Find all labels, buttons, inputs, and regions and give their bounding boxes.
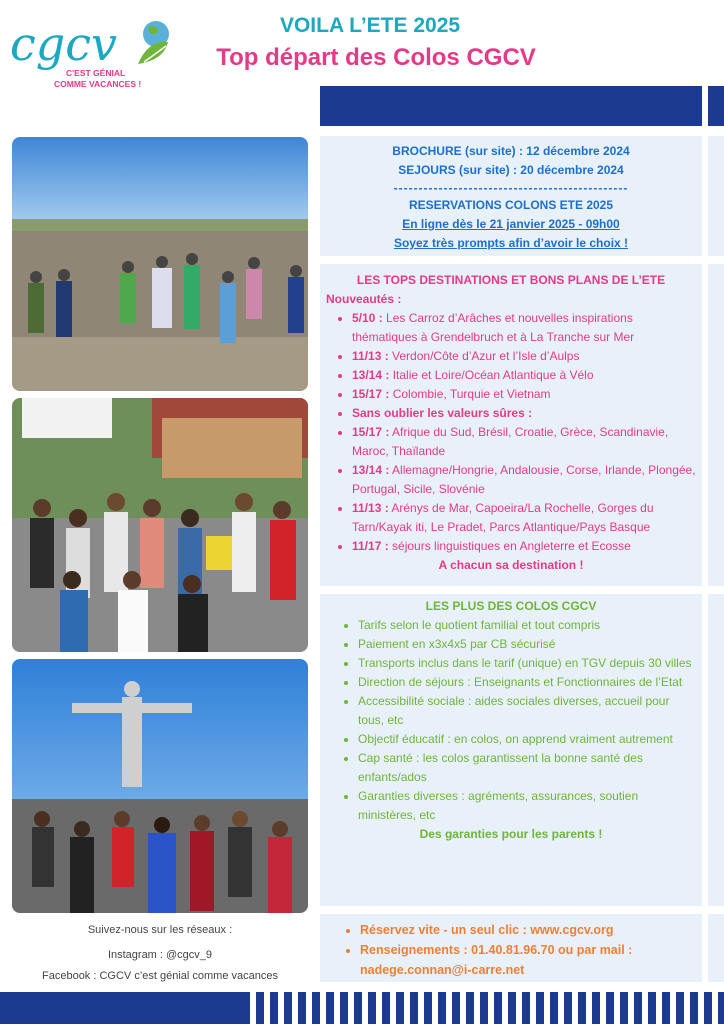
facebook-page[interactable]: Facebook : CGCV c’est génial comme vacances <box>42 970 278 982</box>
dates-panel <box>320 136 702 256</box>
list-item: • Sans oublier les valeurs sûres : <box>352 404 696 423</box>
logo-tagline-2: COMME VACANCES ! <box>54 79 142 89</box>
list-item: • 15/17 : Afrique du Sud, Brésil, Croatie, Grèce, Scandinavie, Maroc, Thaïlande <box>352 423 696 461</box>
page-title: VOILA L’ETE 2025 <box>279 14 461 37</box>
list-item: • Objectif éducatif : en colos, on apprend vraiment autrement <box>358 730 696 749</box>
benefits-panel-edge <box>708 594 724 906</box>
contact-panel-edge <box>708 914 724 982</box>
benefits-panel <box>320 594 702 906</box>
online-booking-link[interactable]: En ligne dès le 21 janvier 2025 - 09h00 <box>402 217 620 231</box>
list-item: • 5/10 : Les Carroz d’Arâches et nouvelles inspirations thématiques à Grendelbruch et à La Tranche sur Mer <box>352 309 696 347</box>
photo-rio-group <box>12 659 308 913</box>
dates-panel-edge <box>708 136 724 256</box>
photo-group-cheering <box>12 398 308 652</box>
photo-beach-group <box>12 137 308 391</box>
contact-info[interactable]: • Renseignements : 01.40.81.96.70 ou par mail : nadege.connan@i-carre.net <box>360 940 694 980</box>
header-bar-right <box>708 86 724 126</box>
benefits-title: LES PLUS DES COLOS CGCV <box>425 599 597 613</box>
brochure-date: BROCHURE (sur site) : 12 décembre 2024 <box>392 144 630 158</box>
list-item: • 13/14 : Italie et Loire/Océan Atlantique à Vélo <box>352 366 696 385</box>
header-bar <box>320 86 702 126</box>
list-item: • Cap santé : les colos garantissent la bonne santé des enfants/ados <box>358 749 696 787</box>
follow-label: Suivez-nous sur les réseaux : <box>87 924 233 936</box>
contact-panel <box>320 914 702 982</box>
social-section <box>12 920 308 987</box>
reservations-title: RESERVATIONS COLONS ETE 2025 <box>408 198 614 212</box>
list-item: • Transports inclus dans le tarif (unique) en TGV depuis 30 villes <box>358 654 696 673</box>
nouveautes-label: Nouveautés : <box>326 292 402 306</box>
list-item: • 15/17 : Colombie, Turquie et Vietnam <box>352 385 696 404</box>
footer-bar <box>0 992 724 1024</box>
sejours-date: SEJOURS (sur site) : 20 décembre 2024 <box>398 163 624 177</box>
destinations-panel-edge <box>708 264 724 586</box>
logo-tagline-1: C'EST GÉNIAL <box>66 68 126 78</box>
list-item: • 11/13 : Verdon/Côte d’Azur et l’Isle d’Aulps <box>352 347 696 366</box>
website-link[interactable]: • Réservez vite - un seul clic : www.cgcv.org <box>360 920 694 940</box>
list-item: • Garanties diverses : agréments, assurances, soutien ministères, etc <box>358 787 696 825</box>
cgcv-logo <box>8 12 180 92</box>
contact-list <box>320 920 694 980</box>
list-item: • Accessibilité sociale : aides sociales diverses, accueil pour tous, etc <box>358 692 696 730</box>
destinations-footer: A chacun sa destination ! <box>438 558 584 572</box>
list-item: • 11/13 : Arénys de Mar, Capoeira/La Rochelle, Gorges du Tarn/Kayak iti, Le Pradet, Parcs Atlantique/Pays Basque <box>352 499 696 537</box>
benefits-footer: Des garanties pour les parents ! <box>419 827 603 841</box>
page-subtitle: Top départ des Colos CGCV <box>216 44 536 71</box>
instagram-handle[interactable]: Instagram : @cgcv_9 <box>107 949 213 961</box>
list-item: • Tarifs selon le quotient familial et tout compris <box>358 616 696 635</box>
divider: ----------------------------------------------- <box>393 181 629 195</box>
new-destinations-list <box>326 309 696 556</box>
logo-wordmark: cgcv <box>10 17 117 71</box>
benefits-list <box>326 616 696 825</box>
destinations-title: LES TOPS DESTINATIONS ET BONS PLANS DE L’ETE <box>356 273 666 287</box>
destinations-panel <box>320 264 702 586</box>
list-item: • 13/14 : Allemagne/Hongrie, Andalousie, Corse, Irlande, Plongée, Portugal, Sicile, Slovénie <box>352 461 696 499</box>
list-item: • 11/17 : séjours linguistiques en Angleterre et Ecosse <box>352 537 696 556</box>
prompt-note: Soyez très prompts afin d’avoir le choix ! <box>393 236 629 250</box>
list-item: • Paiement en x3x4x5 par CB sécurisé <box>358 635 696 654</box>
list-item: • Direction de séjours : Enseignants et Fonctionnaires de l’Etat <box>358 673 696 692</box>
